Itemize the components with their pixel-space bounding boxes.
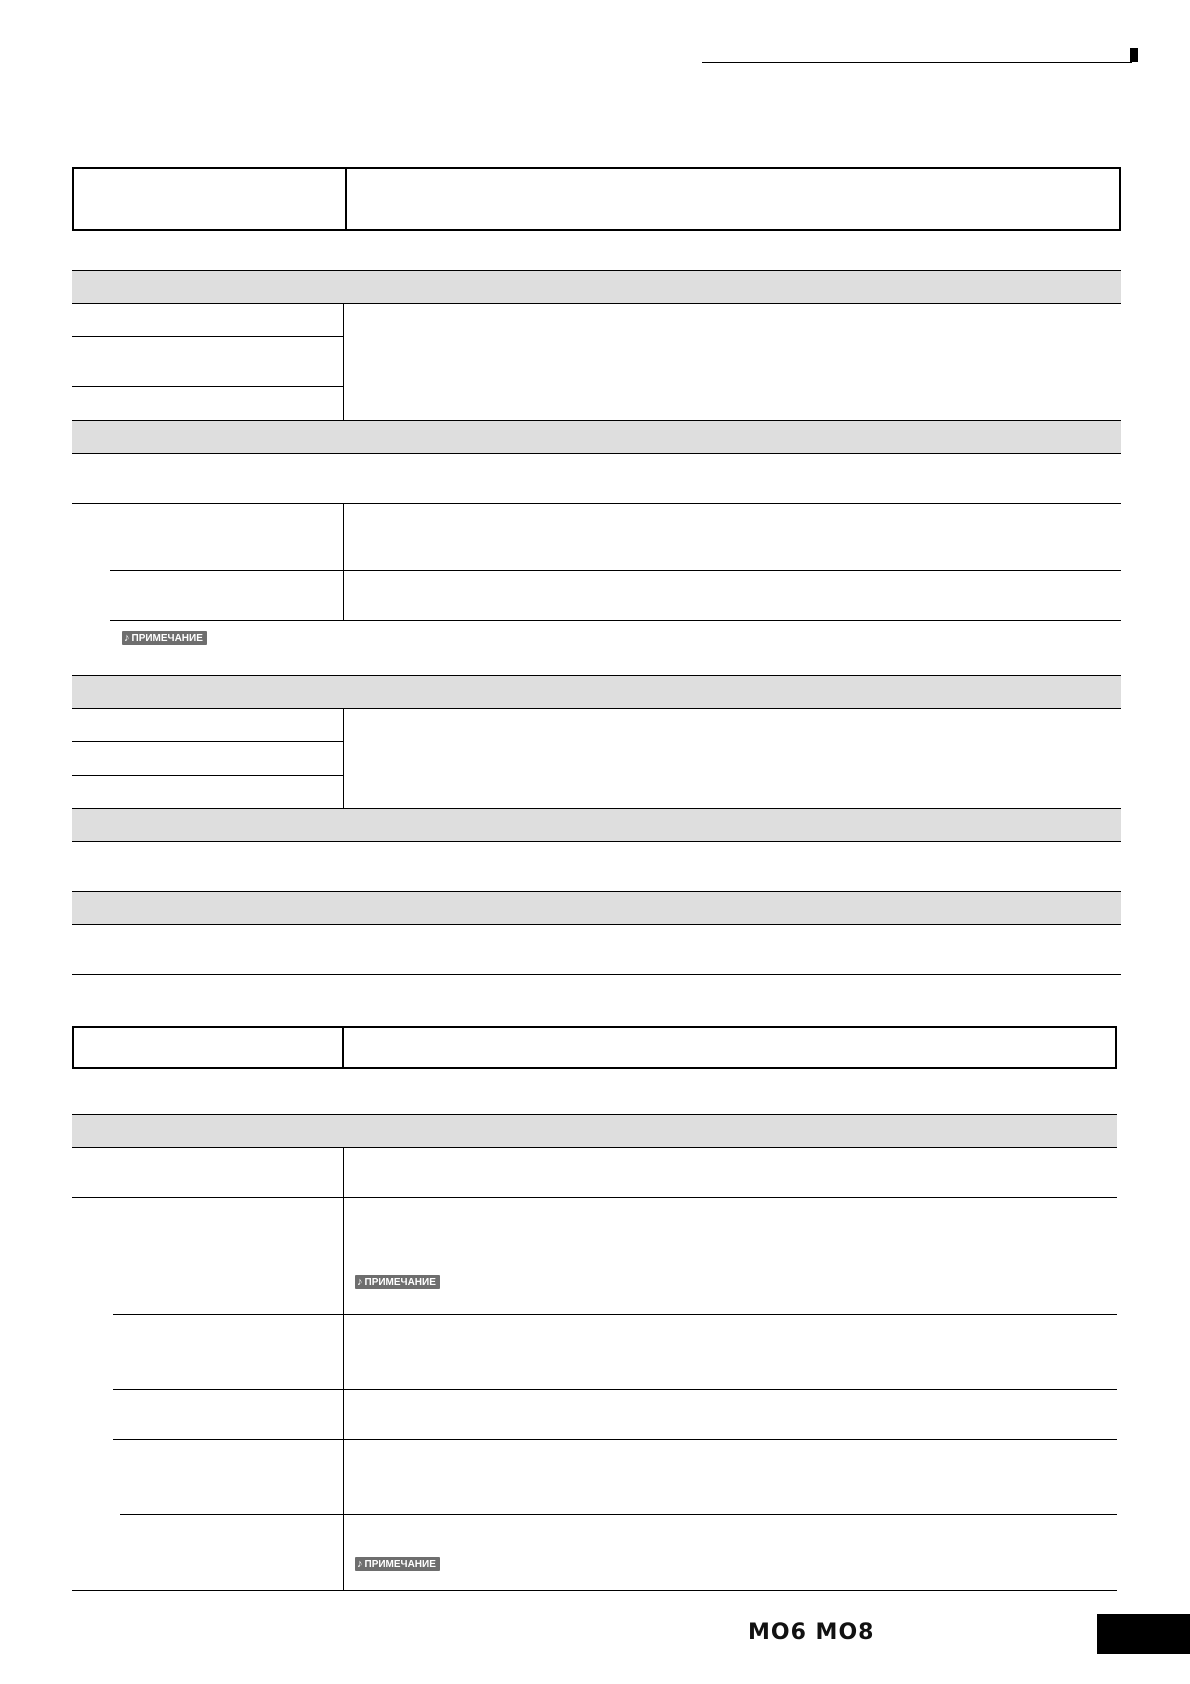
table1-group-header-1 [72,270,1121,304]
section-title-box-2-divider [342,1026,344,1069]
table1-row-line [72,741,343,742]
header-rule [702,62,1132,63]
table1-row-line [72,775,343,776]
table1-row-line [72,336,343,337]
note-label: ПРИМЕЧАНИЕ [364,1277,436,1288]
table2-row-line [113,1389,1117,1390]
table1-row-line [72,386,343,387]
table1-group-header-3 [72,675,1121,709]
page-number-tab [1097,1614,1190,1654]
table1-bottom-line [72,974,1121,975]
table1-group-header-2 [72,420,1121,454]
note-badge [355,1557,440,1571]
table1-group-header-5 [72,891,1121,925]
table1-column-divider [343,503,344,621]
table2-row-line [72,1197,1117,1198]
section-title-box-1-divider [345,167,347,231]
note-badge [355,1275,440,1289]
header-rule-marker [1130,48,1138,62]
table2-column-divider [343,1148,344,1591]
table1-row-line [110,620,1121,621]
product-logo: MO6 MO8 [748,1620,875,1645]
table2-group-header-1 [72,1114,1117,1148]
table2-row-line [120,1514,1117,1515]
table1-column-divider [343,304,344,420]
table1-column-divider [343,709,344,808]
table2-row-line [113,1314,1117,1315]
note-icon: ♪ [357,1558,363,1570]
note-label: ПРИМЕЧАНИЕ [131,633,203,644]
note-label: ПРИМЕЧАНИЕ [364,1559,436,1570]
table1-row-line [110,570,1121,571]
section-title-box-2 [72,1026,1117,1069]
section-title-box-1 [72,167,1121,231]
note-badge [122,631,207,645]
note-icon: ♪ [124,632,130,644]
table1-row-line [72,503,1121,504]
table2-bottom-line [72,1590,1117,1591]
table1-group-header-4 [72,808,1121,842]
table2-row-line [113,1439,1117,1440]
note-icon: ♪ [357,1276,363,1288]
